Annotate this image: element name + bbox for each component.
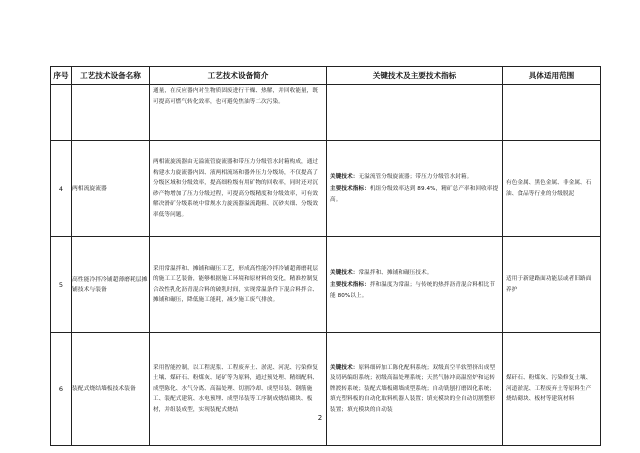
metric-label: 主要技术指标： — [330, 186, 370, 193]
header-intro: 工艺技术设备简介 — [150, 67, 327, 85]
row-key-tech — [327, 237, 503, 333]
key-tech-paragraph — [327, 171, 502, 184]
key-tech-label: 关键技术： — [330, 269, 359, 276]
key-tech-label: 关键技术： — [330, 364, 359, 371]
metric-paragraph — [327, 183, 502, 206]
row-key-tech — [327, 333, 503, 446]
table-row — [51, 141, 601, 237]
metric-text: 拌和温度为常温；与传统的热拌沥青混合料相比节能 80%以上。 — [330, 282, 496, 299]
row-scope — [503, 141, 601, 237]
key-tech-text: 常温拌和、摊铺和碾压技术。 — [358, 269, 433, 276]
row-name: 装配式烧结墙板技术装备 — [72, 333, 150, 446]
row-no: 4 — [51, 141, 72, 237]
key-tech-paragraph — [327, 267, 502, 280]
row-intro — [150, 237, 327, 333]
row-no — [51, 85, 72, 141]
header-key-tech: 关键技术及主要技术指标 — [327, 67, 503, 85]
key-tech-label: 关键技术： — [330, 173, 359, 180]
row-no: 6 — [51, 333, 72, 446]
row-key-tech — [327, 141, 503, 237]
row-scope — [503, 333, 601, 446]
header-name: 工艺技术设备名称 — [72, 67, 150, 85]
row-scope — [503, 85, 601, 141]
row-scope-text: 有色金属、黑色金属、非金属、石油、食品等行业的分级脱泥 — [506, 180, 592, 197]
key-tech-text: 原料细碎加工陈化配料系统；双级真空半软塑挤出成型及切码编组系统；初级高温处理系统；天然气脉冲高温窑炉和运转牌渡转系统；装配式墙板砌墙成型系统；自动铣刨打磨固化系统；填充塑料板的自动化取料机器人装置；填充模块的全自动切割整形装置；填充模块的自动装 — [330, 364, 496, 413]
row-intro — [150, 333, 327, 446]
metric-text: 机组分级效率达到 89.4%，精矿总产率和回收率提高。 — [330, 186, 499, 203]
row-name: 两相流旋流器 — [72, 141, 150, 237]
process-equipment-table — [50, 66, 601, 446]
row-scope-text: 适用于新建路面功能层或者旧路面养护 — [506, 276, 592, 293]
metric-paragraph — [327, 279, 502, 302]
key-tech-paragraph — [327, 362, 502, 417]
row-intro-text: 两相流旋流器由无溢流管旋流器和带压力分级管水封箱构成，通过构建水力旋流器内固、液两相流场和器外压力分级场，不仅提高了分级区域和分级效率，提高细粒级有用矿物的回收率，同时还对沉砂产物增加了压力分级过程，可提高分级精度和分级效率，可有效解决滑矿分级系统中常规水力旋流器溢流跑粗、沉砂夹细、分级效率低等问题。 — [153, 159, 319, 218]
row-intro-text: 通量，在反应器内对生物质固废进行干燥、热解，并回收能量，既可提高可燃气转化效率，也可避免焦油等二次污染。 — [153, 88, 319, 105]
row-name: 高性能冷拌冷铺超薄磨耗层摊铺技术与装备 — [72, 237, 150, 333]
header-scope: 具体适用范围 — [503, 67, 601, 85]
row-intro — [150, 141, 327, 237]
row-scope-text: 煤矸石、粉煤灰、污染修复土壤、河道淤泥、工程废弃土等原料生产烧结砌块、板材等建筑材料 — [506, 375, 592, 403]
row-intro — [150, 85, 327, 141]
key-tech-text: 无溢流管分级旋流器；带压力分级管水封箱。 — [358, 173, 473, 180]
row-scope — [503, 237, 601, 333]
row-intro-text: 采用智能控制，以工程泥浆、工程废弃土、淤泥、河泥、污染修复土壤、煤矸石、粉煤灰、尾矿等为原料，通过预处理、精细配料、成型陈化、水气分离、高温处理、切割冷却、成型吊装、钢筋施工、装配式建筑、水电预埋、成型吊装等工序制成烧结砌块、板材，并组装成型，实现装配式烧结 — [153, 364, 319, 413]
header-no: 序号 — [51, 67, 72, 85]
row-key-tech — [327, 85, 503, 141]
metric-label: 主要技术指标： — [330, 282, 370, 289]
row-intro-text: 采用常温拌和、摊铺和碾压工艺，形成高性能冷拌冷铺超薄磨耗层的施工工艺装备，能够根据施工环境和原材料的变化，精准控制复合改性乳化沥青混合料的破乳时间，实现常温条件下混合料拌合、摊铺和碾压，降低施工能耗，减少施工废气排放。 — [153, 265, 319, 303]
table-row — [51, 237, 601, 333]
row-no: 5 — [51, 237, 72, 333]
table-row — [51, 85, 601, 141]
page-number: 2 — [317, 414, 323, 422]
row-name — [72, 85, 150, 141]
table-header-row — [51, 67, 601, 85]
table-row — [51, 333, 601, 446]
